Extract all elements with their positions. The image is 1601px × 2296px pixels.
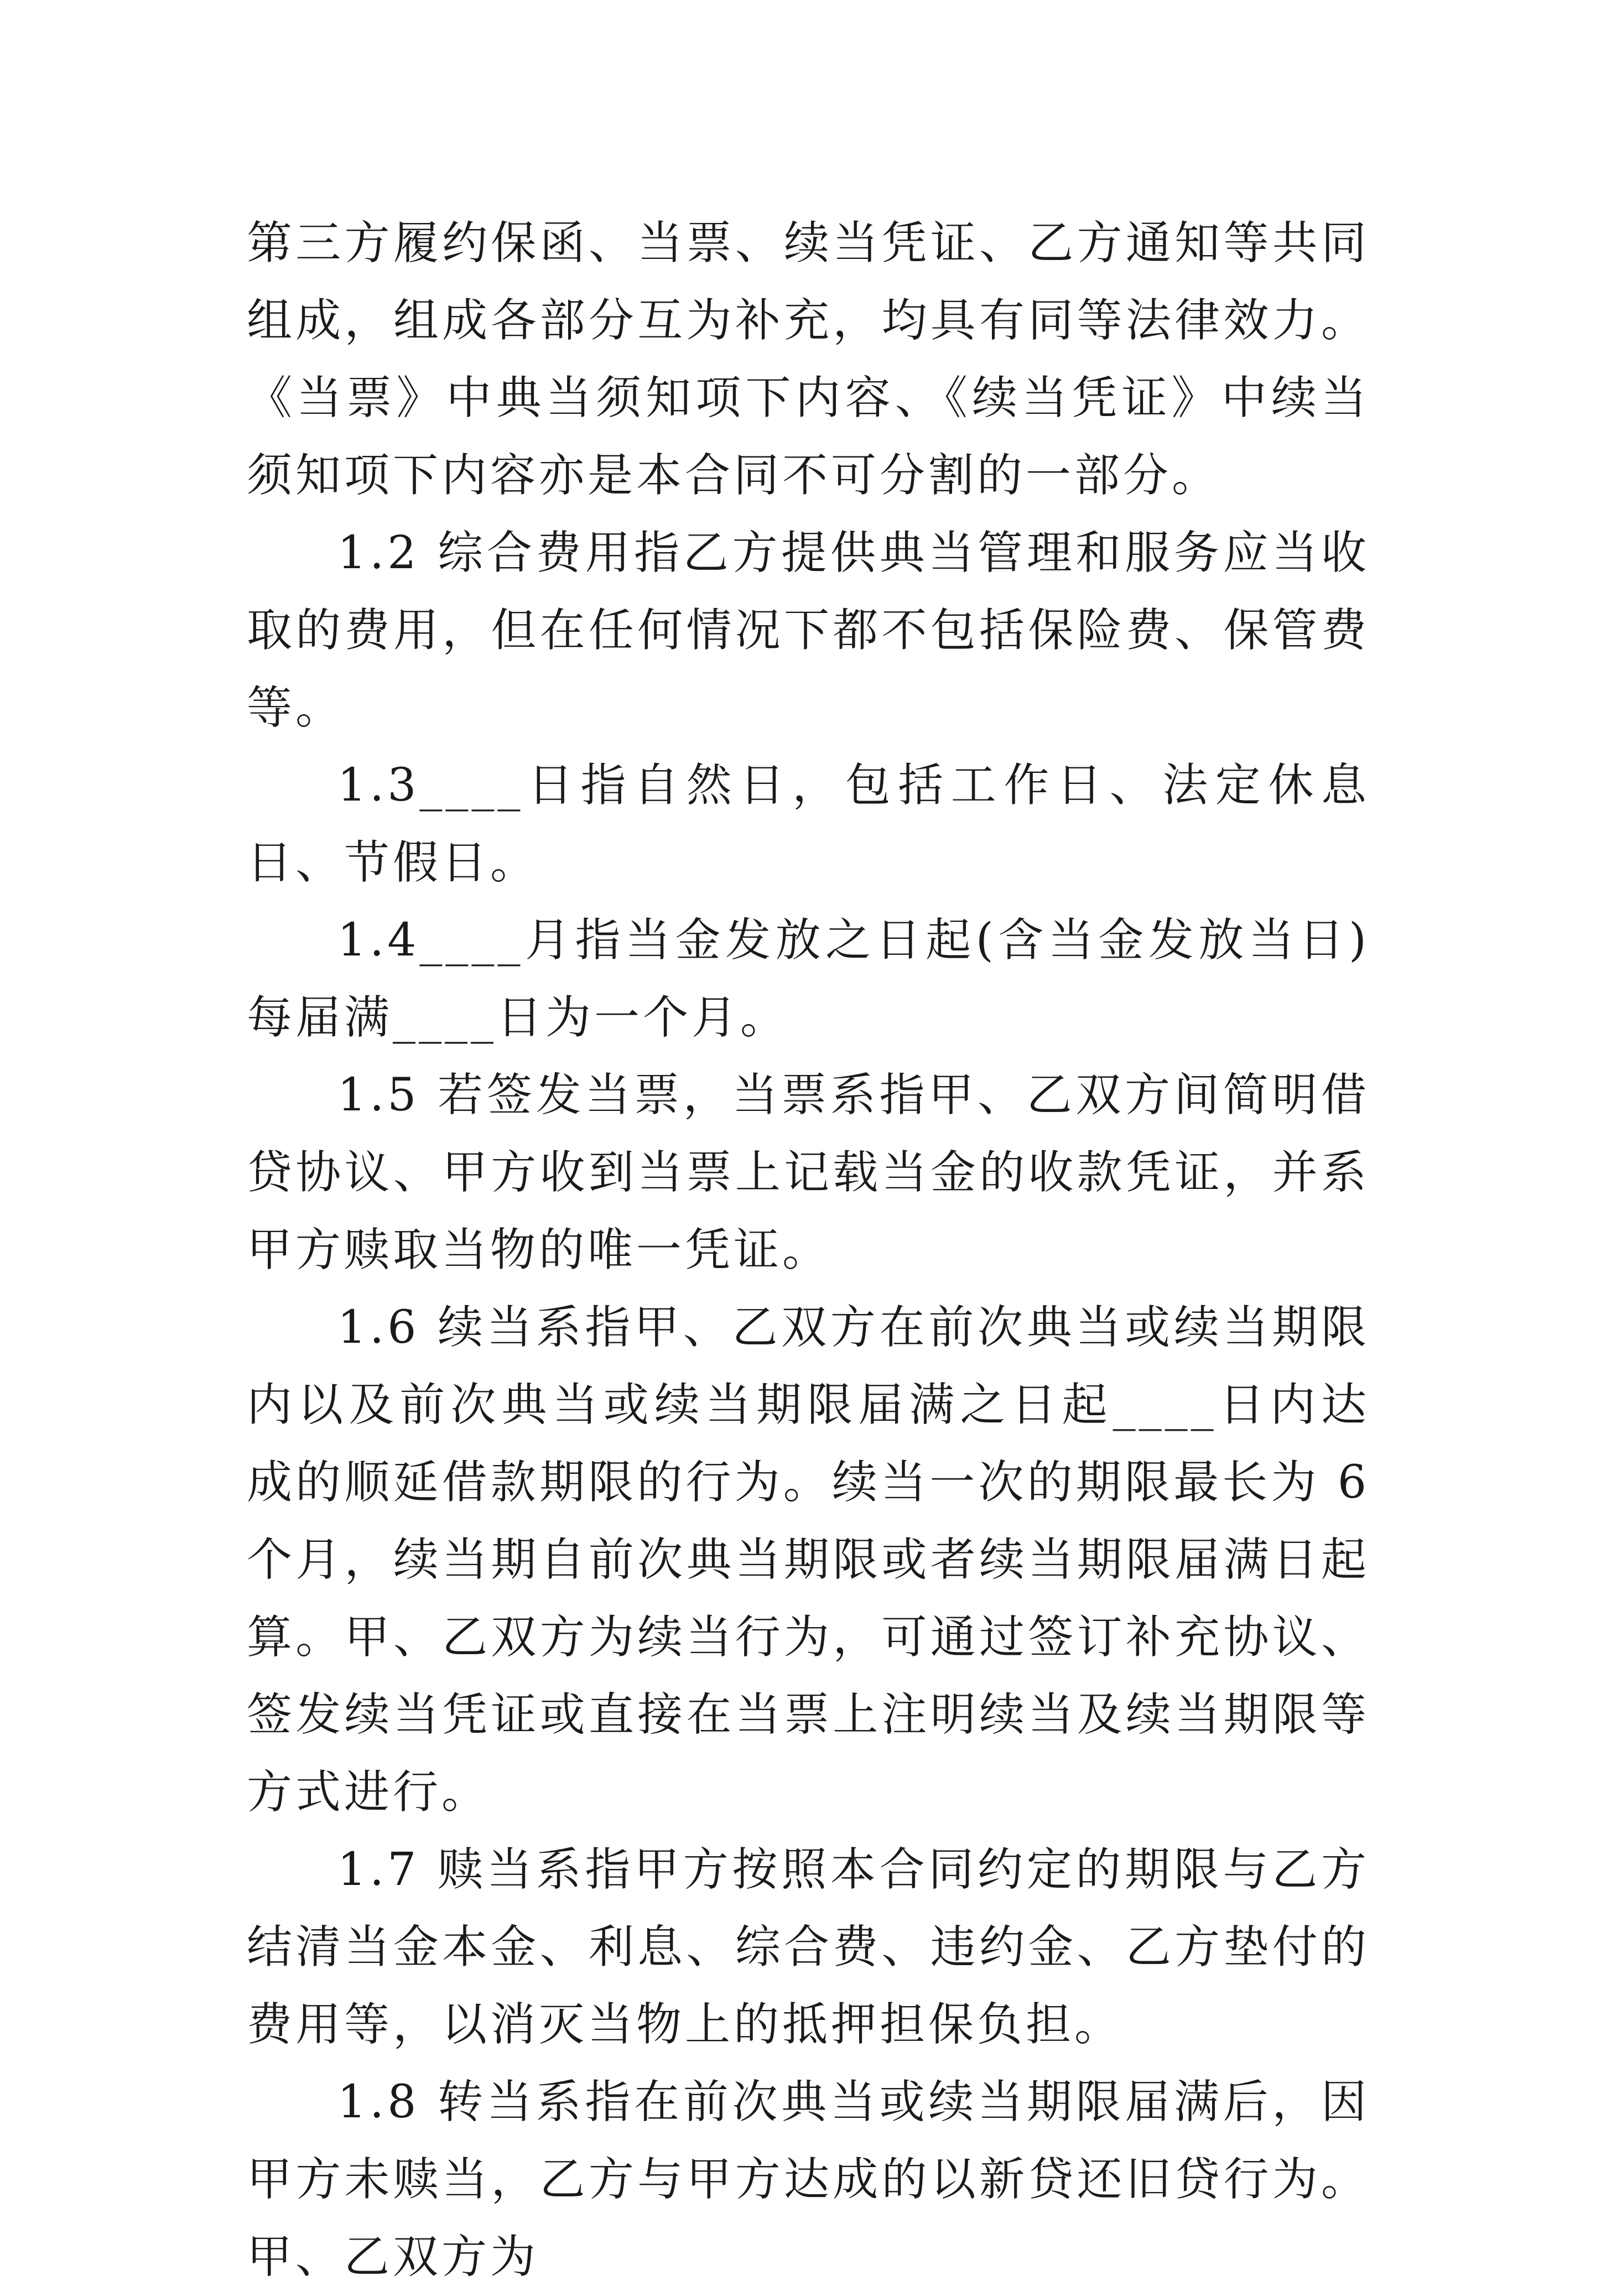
paragraph-1-7: 1.7 赎当系指甲方按照本合同约定的期限与乙方结清当金本金、利息、综合费、违约金、乙方垫付的费用等，以消灭当物上的抵押担保负担。 [247, 1843, 1370, 2051]
document-body [247, 205, 1370, 2296]
paragraph-1-2: 1.2 综合费用指乙方提供典当管理和服务应当收取的费用，但在任何情况下都不包括保险费、保管费等。 [247, 527, 1370, 734]
paragraph-1-8: 1.8 转当系指在前次典当或续当期限届满后，因甲方未赎当，乙方与甲方达成的以新贷还旧贷行为。甲、乙双方为 [247, 2076, 1370, 2283]
paragraph-1-4: 1.4____月指当金发放之日起(含当金发放当日)每届满____日为一个月。 [247, 914, 1370, 1044]
paragraph-continuation: 第三方履约保函、当票、续当凭证、乙方通知等共同组成，组成各部分互为补充，均具有同等法律效力。《当票》中典当须知项下内容、《续当凭证》中续当须知项下内容亦是本合同不可分割的一部分。 [247, 217, 1370, 502]
paragraph-1-6: 1.6 续当系指甲、乙双方在前次典当或续当期限内以及前次典当或续当期限届满之日起____日内达成的顺延借款期限的行为。续当一次的期限最长为 6 个月，续当期自前次典当期限或者续当期限届满日起算。甲、乙双方为续当行为，可通过签订补充协议、签发续当凭证或直接在当票上注明续当及续当期限等方式进行。 [247, 1301, 1370, 1819]
paragraph-1-3: 1.3____日指自然日，包括工作日、法定休息日、节假日。 [247, 759, 1370, 889]
paragraph-1-5: 1.5 若签发当票，当票系指甲、乙双方间简明借贷协议、甲方收到当票上记载当金的收款凭证，并系甲方赎取当物的唯一凭证。 [247, 1069, 1370, 1276]
